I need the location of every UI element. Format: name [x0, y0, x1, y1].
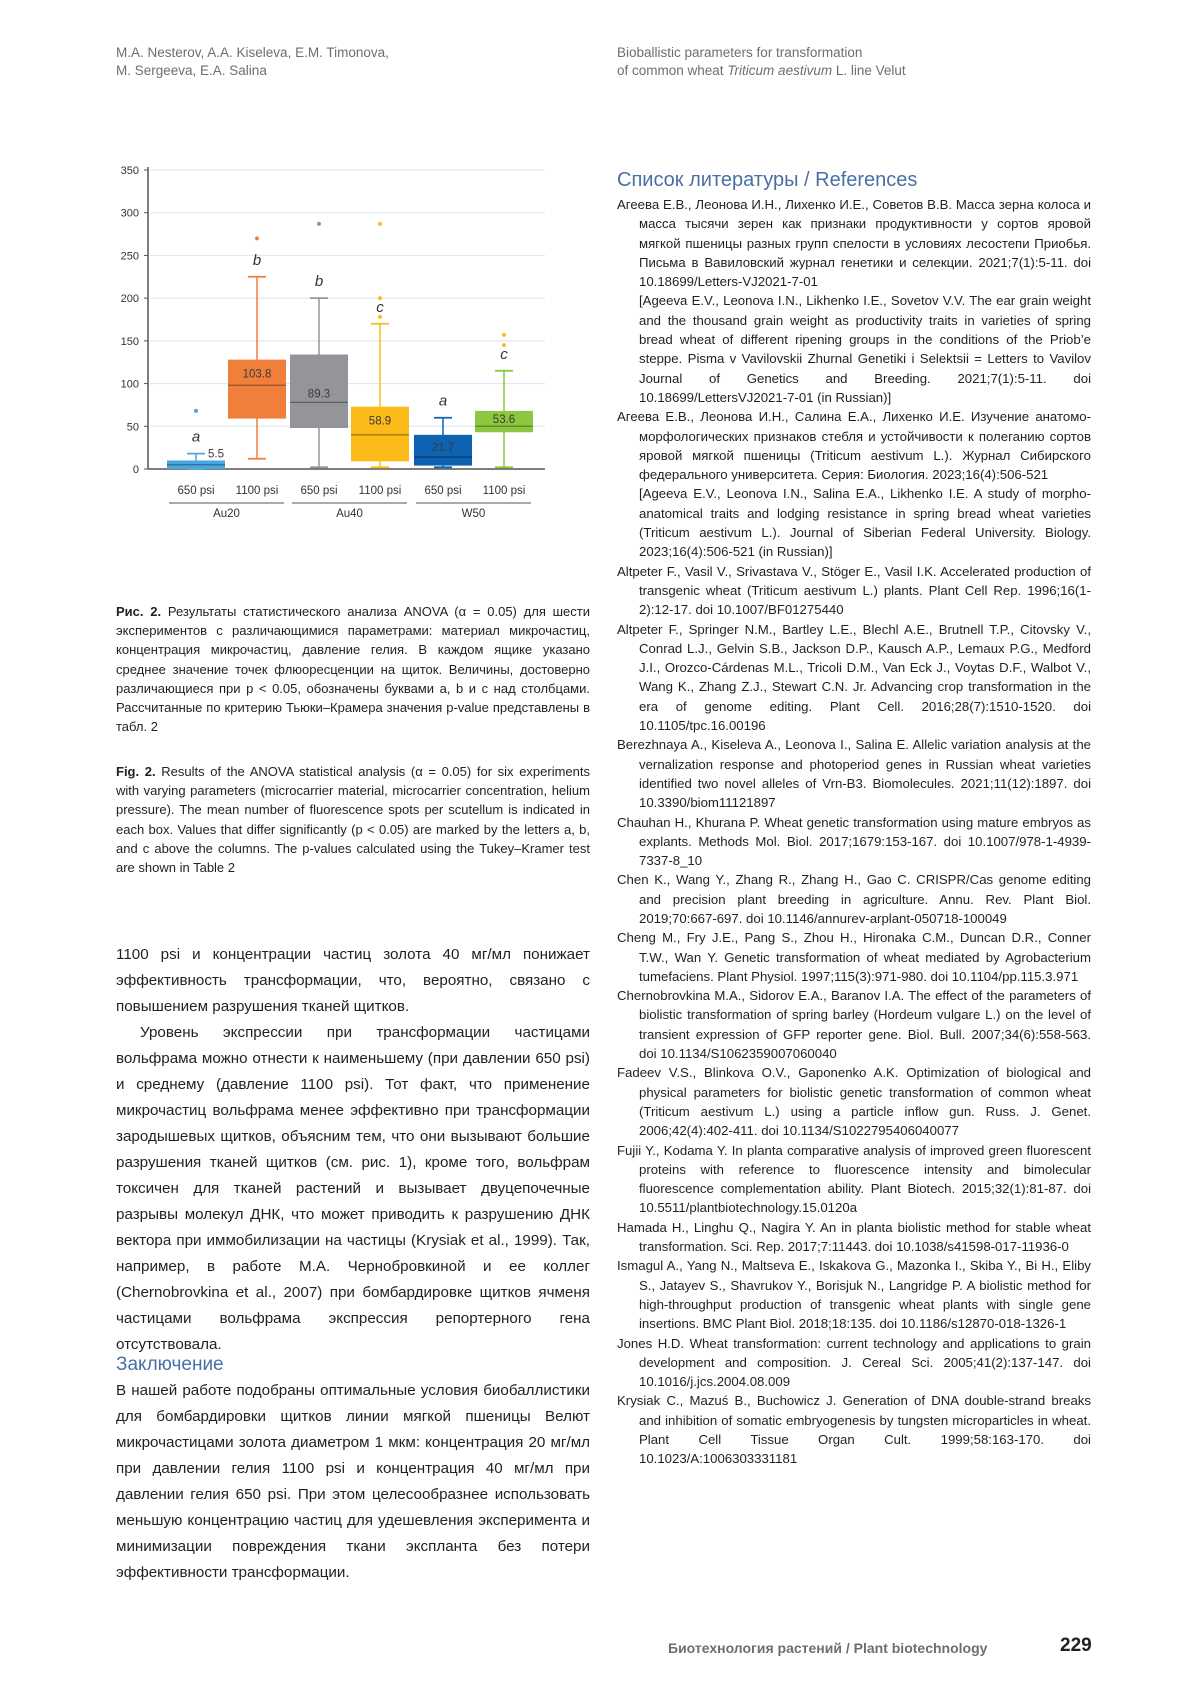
significance-letter: a [438, 392, 448, 410]
mean-label: 5.5 [208, 448, 224, 461]
body-paragraph: 1100 psi и концентрации частиц золота 40 мг/мл понижает эффективность трансформации, что, вероятно, связано с повышением разрушения тканей щитков. [116, 946, 590, 1015]
reference-item [617, 620, 1091, 736]
caption-ru-label: Рис. 2. [116, 604, 162, 619]
y-tick-label: 50 [126, 421, 139, 434]
anova-boxplot-chart [100, 160, 600, 580]
authors-line-1: M.A. Nesterov, A.A. Kiseleva, E.M. Timonova, [116, 45, 389, 60]
outlier-point [194, 409, 198, 413]
reference-item [617, 1063, 1091, 1140]
title-line-2-post: L. line Velut [832, 63, 906, 78]
reference-item [617, 1334, 1091, 1392]
reference-text: Krysiak C., Mazuś B., Buchowicz J. Generation of DNA double-strand breaks and inhibition of somatic embryogenesis by tungsten microparticles in wheat. Plant Cell Tissue Organ Cult. 1999;58:163-170. doi 10.1023/A:1006303331181 [617, 1393, 1091, 1467]
x-tick-label: 1100 psi [235, 485, 279, 497]
reference-text: Jones H.D. Wheat transformation: current technology and applications to grain development and composition. J. Cereal Sci. 2005;41(2):137-147. doi 10.1016/j.jcs.2004.08.009 [617, 1335, 1091, 1390]
reference-text: Cheng M., Fry J.E., Pang S., Zhou H., Hironaka C.M., Duncan D.R., Conner T.W., Wan Y. Genetic transformation of wheat mediated by Agrobacterium tumefaciens. Plant Physiol. 1997;115(3):971-980. doi 10.1104/pp.115.3.971 [617, 930, 1091, 984]
group-label: W50 [461, 508, 486, 520]
y-tick-label: 350 [120, 165, 139, 177]
reference-text: Altpeter F., Springer N.M., Bartley L.E., Blechl A.E., Brutnell T.P., Citovsky V., Conrad L.J., Gelvin S.B., Jackson D.P., Kausch A.P., Lemaux P.G., Medford J.I., Orozco-Cárdenas M.L., Tricoli D.M., Van Eck J., Voytas D.F., Walbot V., Wang K., Zhang Z.J., Stewart C.N. Jr. Advancing crop transformation in the era of genome editing. Plant Cell. 2016;28(7):1510-1520. doi 10.1105/tpc.16.00196 [617, 621, 1091, 734]
reference-translation: [Ageeva E.V., Leonova I.N., Likhenko I.E., Sovetov V.V. The ear grain weight and the thousand grain weight as productivity traits in varieties of spring bread wheat of different ripening groups in the conditions of the Priob’e steppe. Pisma v Vavilovskii Zhurnal Genetiki i Selektsii = Letters to Vavilov Journal of Genetics and Breeding. 2021;7(1):5-11. doi 10.18699/LettersVJ2021-7-01 (in Russian)] [639, 293, 1091, 405]
running-header-authors [116, 44, 389, 80]
conclusion-heading: Заключение [116, 1354, 224, 1375]
reference-text: Altpeter F., Vasil V., Srivastava V., Stöger E., Vasil I.K. Accelerated production of transgenic wheat (Triticum aestivum L.) plants. Plant Cell Rep. 1996;16(1-2):12-17. doi 10.1007/BF01275440 [617, 563, 1091, 618]
reference-item [617, 1391, 1091, 1468]
x-tick-label: 650 psi [424, 485, 462, 497]
running-header-title [617, 44, 906, 80]
body-text-block [116, 942, 590, 1358]
mean-label: 21.7 [431, 441, 455, 454]
significance-letter: c [376, 298, 384, 316]
caption-en-label: Fig. 2. [116, 764, 156, 779]
page-number: 229 [1060, 1635, 1092, 1656]
title-line-1: Bioballistic parameters for transformation [617, 45, 863, 60]
outlier-point [317, 222, 321, 226]
reference-item [617, 562, 1091, 620]
y-tick-label: 100 [120, 378, 139, 391]
conclusion-paragraph: В нашей работе подобраны оптимальные условия биобаллистики для бомбардировки щитков линии мягкой пшеницы Велют микрочастицами золота диаметром 1 мкм: концентрация 20 мг/мл при давлении гелия 1100 psi и концентрация 40 мг/мл при давлении гелия 650 psi. При этом целесообразнее использовать меньшую концентрацию частиц для удешевления эксперимента и минимизации повреждения ткани экспланта без потери эффективности трансформации. [116, 1382, 590, 1581]
outlier-point [378, 222, 382, 226]
outlier-point [502, 333, 506, 337]
reference-item [617, 928, 1091, 986]
figure-caption-ru [116, 602, 590, 736]
reference-item [617, 986, 1091, 1063]
title-line-2-species: Triticum aestivum [727, 63, 833, 78]
y-tick-label: 200 [120, 293, 139, 306]
reference-text: Chernobrovkina M.A., Sidorov E.A., Baranov I.A. The effect of the parameters of biolistic transformation of spring barley (Hordeum vulgare L.) on the level of transient expression of GFP reporter gene. Biol. Bull. 2007;34(6):558-563. doi 10.1134/S1062359007060040 [617, 988, 1091, 1062]
reference-item [617, 1256, 1091, 1333]
reference-text: Berezhnaya A., Kiseleva A., Leonova I., Salina E. Allelic variation analysis at the vernalization response and photoperiod genes in Russian wheat varieties identified two novel alleles of Vrn-B3. Biomolecules. 2021;11(12):1897. doi 10.3390/biom11121897 [617, 737, 1091, 811]
significance-letter: c [500, 345, 508, 363]
outlier-point [255, 236, 259, 240]
reference-item [617, 195, 1091, 407]
y-tick-label: 0 [132, 464, 139, 476]
reference-text: Fujii Y., Kodama Y. In planta comparative analysis of improved green fluorescent proteins with reference to fluorescence intensity and bimolecular fluorescence complementation ability. Plant Biotech. 2015;32(1):81-87. doi 10.5511/plantbiotechnology.15.0120a [617, 1142, 1091, 1216]
y-tick-label: 300 [120, 207, 139, 220]
reference-translation: [Ageeva E.V., Leonova I.N., Salina E.A., Likhenko I.E. A study of morpho-anatomical traits and lodging resistance in spring bread wheat varieties (Triticum aestivum L.). Journal of Siberian Federal University. Biology. 2023;16(4):506-521 (in Russian)] [639, 486, 1091, 560]
mean-label: 53.6 [492, 413, 516, 426]
group-label: Au40 [336, 508, 363, 520]
x-tick-label: 1100 psi [358, 485, 402, 497]
y-tick-label: 250 [120, 250, 139, 263]
significance-letter: a [191, 428, 201, 446]
reference-text: Агеева Е.В., Леонова И.Н., Салина Е.А., Лихенко И.Е. Изучение анатомо-морфологических признаков стебля и устойчивости к полеганию сортов яровой мягкой пшеницы (Triticum aestivum L.). Журнал Сибирского федерального университета. Серия: Биология. 2023;16(4):506-521 [617, 409, 1091, 483]
references-heading: Список литературы / References [617, 169, 918, 191]
reference-item [617, 735, 1091, 812]
reference-item [617, 1141, 1091, 1218]
x-tick-label: 650 psi [177, 485, 215, 497]
mean-label: 103.8 [242, 368, 272, 381]
reference-text: Chen K., Wang Y., Zhang R., Zhang H., Gao C. CRISPR/Cas genome editing and precision plant breeding in agriculture. Annu. Rev. Plant Biol. 2019;70:667-697. doi 10.1146/annurev-arplant-050718-100049 [617, 872, 1091, 926]
body-paragraph: Уровень экспрессии при трансформации частицами вольфрама можно отнести к наименьшему (при давлении 650 psi) и среднему (давление 1100 psi). Тот факт, что применение микрочастиц вольфрама менее эффективно при трансформации зародышевых щитков, объясним тем, что они вызывают большие разрушения тканей щитков (см. рис. 1), кроме того, вольфрам токсичен для тканей растений и вызывает двуцепочечные разрывы молекул ДНК, что может приводить к разрушению ДНК вектора при иммобилизации на частицы (Krysiak et al., 1999). Так, например, в работе М.А. Чернобровкиной и ее коллег (Chernobrovkina et al., 2007) при бомбардировке щитков ячменя частицами вольфрама экспрессия репортерного гена отсутствовала. [116, 1024, 590, 1353]
y-tick-label: 150 [120, 335, 139, 348]
authors-line-2: M. Sergeeva, E.A. Salina [116, 63, 267, 78]
caption-en-text: Results of the ANOVA statistical analysis (α = 0.05) for six experiments with varying parameters (microcarrier material, microcarrier concentration, helium pressure). The mean number of fluorescence spots per scutellum is indicated in each box. Values that differ significantly (p < 0.05) are marked by the letters a, b, and c above the columns. The p-values calculated using the Tukey–Kramer test are shown in Table 2 [116, 764, 591, 876]
x-tick-label: 1100 psi [482, 485, 526, 497]
reference-text: Агеева Е.В., Леонова И.Н., Лихенко И.Е., Советов В.В. Масса зерна колоса и масса тысячи зерен как признаки продуктивности у сортов яровой мягкой пшеницы разных групп спелости в условиях лесостепи Приобья. Письма в Вавиловский журнал генетики и селекции. 2021;7(1):5-11. doi 10.18699/Letters-VJ2021-7-01 [617, 197, 1091, 290]
caption-ru-text: Результаты статистического анализа ANOVA (α = 0.05) для шести экспериментов с различающимися параметрами: материал микрочастиц, концентрация микрочастиц, давление гелия. В каждом ящике указано среднее значение точек флюоресценции на щиток. Величины, достоверно различающиеся при p < 0.05, обозначены буквами a, b и c над столбцами. Рассчитанные по критерию Тьюки–Крамера значения p-value представлены в табл. 2 [116, 604, 590, 735]
significance-letter: b [314, 273, 324, 291]
significance-letter: b [252, 251, 262, 269]
reference-text: Hamada H., Linghu Q., Nagira Y. An in planta biolistic method for stable wheat transformation. Sci. Rep. 2017;7:11443. doi 10.1038/s41598-017-11936-0 [617, 1219, 1091, 1255]
references-list [617, 195, 1091, 1469]
reference-text: Ismagul A., Yang N., Maltseva E., Iskakova G., Mazonka I., Skiba Y., Bi H., Eliby S., Jatayev S., Shavrukov Y., Borisjuk N., Langridge P. A biolistic method for high-throughput production of transgenic wheat plants with single gene insertions. BMC Plant Biol. 2018;18:135. doi 10.1186/s12870-018-1326-1 [617, 1258, 1091, 1332]
reference-item [617, 870, 1091, 928]
figure-caption-en [116, 762, 590, 877]
reference-item [617, 407, 1091, 561]
reference-text: Chauhan H., Khurana P. Wheat genetic transformation using mature embryos as explants. Methods Mol. Biol. 2017;1679:153-167. doi 10.1007/978-1-4939-7337-8_10 [617, 814, 1091, 869]
mean-label: 58.9 [368, 415, 392, 428]
reference-item [617, 813, 1091, 871]
mean-label: 89.3 [307, 388, 331, 401]
conclusion-text-block [116, 1378, 590, 1586]
reference-item [617, 1218, 1091, 1257]
footer-journal-section: Биотехнология растений / Plant biotechnology [668, 1640, 988, 1656]
title-line-2 [617, 62, 906, 80]
x-tick-label: 650 psi [300, 485, 338, 497]
title-line-2-pre: of common wheat [617, 63, 728, 78]
group-label: Au20 [213, 508, 240, 520]
reference-text: Fadeev V.S., Blinkova O.V., Gaponenko A.K. Optimization of biological and physical parameters for biolistic genetic transformation of common wheat (Triticum aestivum L.) using a particle inflow gun. Russ. J. Genet. 2006;42(4):402-411. doi 10.1134/S1022795406040077 [617, 1065, 1091, 1139]
